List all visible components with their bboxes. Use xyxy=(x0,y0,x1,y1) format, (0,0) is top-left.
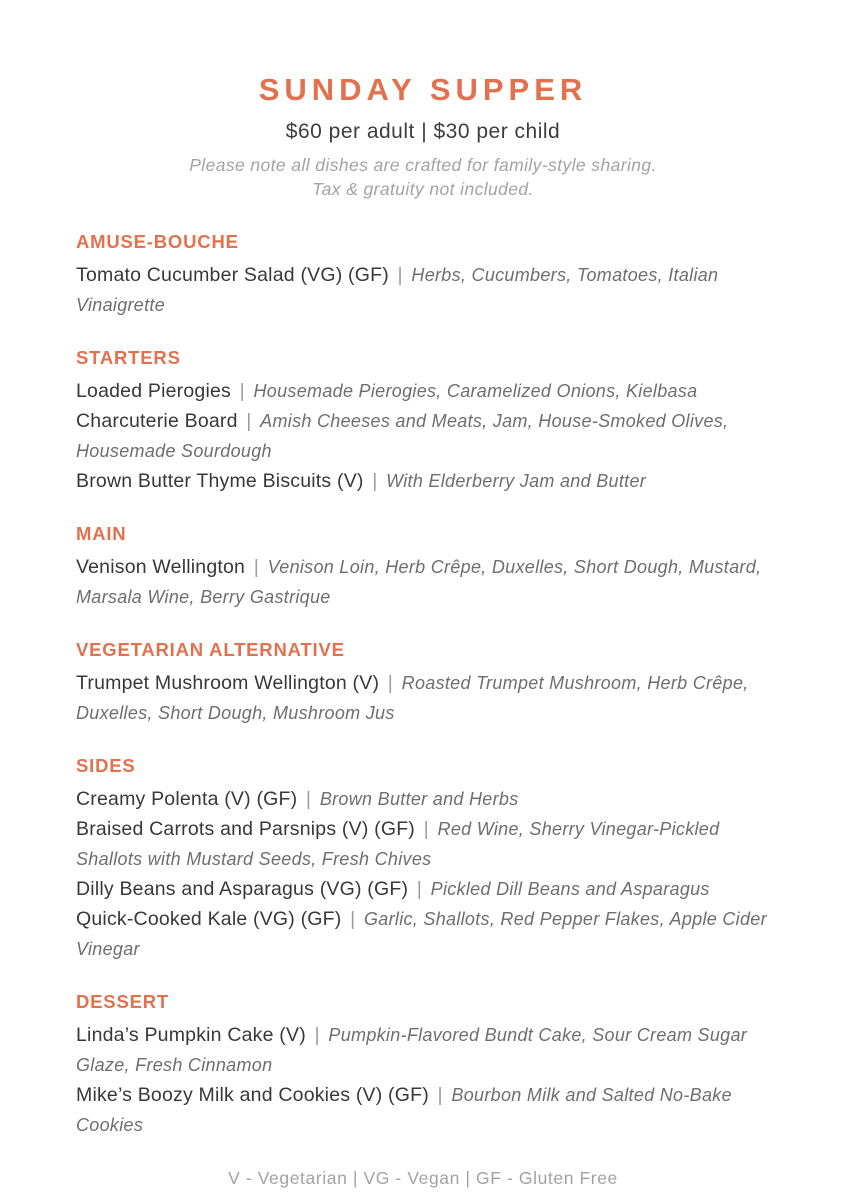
dish-separator: | xyxy=(418,818,435,840)
dish-tags: (V) (GF) xyxy=(224,788,298,810)
dish-description: Roasted Trumpet Mushroom, Herb Crêpe, Duxelles, Short Dough, Mushroom Jus xyxy=(76,673,749,723)
dish-description: Amish Cheeses and Meats, Jam, House-Smoked Olives, Housemade Sourdough xyxy=(76,411,729,461)
legend-text: V - Vegetarian | VG - Vegan | GF - Gluten Free xyxy=(228,1168,618,1188)
dish-separator: | xyxy=(240,410,258,432)
dish-separator: | xyxy=(431,1084,449,1106)
note-line-2: Tax & gratuity not included. xyxy=(312,179,534,199)
dish-name: Loaded Pierogies xyxy=(76,380,231,402)
dish-name: Dilly Beans and Asparagus xyxy=(76,878,320,900)
dish-name: Linda’s Pumpkin Cake xyxy=(76,1024,280,1046)
dish-separator: | xyxy=(248,556,265,578)
menu-item xyxy=(76,1080,770,1140)
dish-tags: (VG) (GF) xyxy=(253,908,342,930)
menu-item xyxy=(76,784,770,814)
menu-item xyxy=(76,376,770,406)
dish-name: Braised Carrots and Parsnips xyxy=(76,818,342,840)
dish-description: Pickled Dill Beans and Asparagus xyxy=(430,879,710,899)
dish-tags: (VG) (GF) xyxy=(319,878,409,900)
dish-separator: | xyxy=(344,908,361,930)
section-items xyxy=(76,260,770,320)
menu-item xyxy=(76,668,770,728)
menu-section xyxy=(76,523,770,612)
dish-name: Charcuterie Board xyxy=(76,410,238,432)
menu-header xyxy=(0,0,846,201)
dish-separator: | xyxy=(300,788,317,810)
dish-name: Quick-Cooked Kale xyxy=(76,908,254,930)
dish-description: Housemade Pierogies, Caramelized Onions, Kielbasa xyxy=(253,381,698,401)
menu-item xyxy=(76,904,770,964)
section-items xyxy=(76,376,770,496)
menu-section xyxy=(76,347,770,496)
menu-item xyxy=(76,260,770,320)
dish-description: With Elderberry Jam and Butter xyxy=(386,471,647,491)
dish-separator: | xyxy=(382,672,399,694)
menu-item xyxy=(76,406,770,466)
dish-separator: | xyxy=(233,380,251,402)
dish-description: Bourbon Milk and Salted No-Bake Cookies xyxy=(76,1085,732,1135)
dish-description: Herbs, Cucumbers, Tomatoes, Italian Vinaigrette xyxy=(76,265,719,315)
menu-item xyxy=(76,814,770,874)
dish-name: Trumpet Mushroom Wellington xyxy=(76,672,353,694)
dish-tags: (V) xyxy=(337,470,364,492)
dish-separator: | xyxy=(366,470,384,492)
section-items xyxy=(76,668,770,728)
section-items xyxy=(76,1020,770,1140)
menu-item xyxy=(76,466,770,496)
dish-tags: (V) xyxy=(279,1024,306,1046)
section-title: VEGETARIAN ALTERNATIVE xyxy=(76,639,345,660)
section-title: MAIN xyxy=(76,523,127,544)
menu-item xyxy=(76,1020,770,1080)
dish-description: Brown Butter and Herbs xyxy=(319,789,519,809)
menu-title: SUNDAY SUPPER xyxy=(258,72,588,107)
menu-section xyxy=(76,755,770,964)
dish-description: Pumpkin-Flavored Bundt Cake, Sour Cream Sugar Glaze, Fresh Cinnamon xyxy=(76,1025,748,1075)
dish-separator: | xyxy=(391,264,409,286)
dish-tags: (V) (GF) xyxy=(355,1084,429,1106)
dish-tags: (VG) (GF) xyxy=(300,264,389,286)
dish-tags: (V) (GF) xyxy=(341,818,415,840)
pricing-line: $60 per adult | $30 per child xyxy=(285,120,561,143)
note-line-1: Please note all dishes are crafted for family-style sharing. xyxy=(189,155,657,175)
dish-name: Mike’s Boozy Milk and Cookies xyxy=(76,1084,356,1106)
section-title: STARTERS xyxy=(76,347,181,368)
dish-name: Brown Butter Thyme Biscuits xyxy=(76,470,337,492)
dish-description: Venison Loin, Herb Crêpe, Duxelles, Short Dough, Mustard, Marsala Wine, Berry Gastrique xyxy=(76,557,762,607)
menu-sections xyxy=(76,231,770,1140)
dish-tags: (V) xyxy=(352,672,380,694)
legend xyxy=(0,1168,846,1189)
menu-item xyxy=(76,552,770,612)
menu-section xyxy=(76,991,770,1140)
dish-name: Creamy Polenta xyxy=(76,788,225,810)
section-title: DESSERT xyxy=(76,991,169,1012)
menu-section xyxy=(76,639,770,728)
dish-description: Red Wine, Sherry Vinegar-Pickled Shallots with Mustard Seeds, Fresh Chives xyxy=(76,819,720,869)
dish-separator: | xyxy=(411,878,428,900)
dish-name: Venison Wellington xyxy=(76,556,246,578)
section-items xyxy=(76,784,770,964)
section-title: SIDES xyxy=(76,755,136,776)
dish-name: Tomato Cucumber Salad xyxy=(76,264,301,286)
dish-separator: | xyxy=(308,1024,326,1046)
menu-section xyxy=(76,231,770,320)
section-items xyxy=(76,552,770,612)
menu-item xyxy=(76,874,770,904)
section-title: AMUSE-BOUCHE xyxy=(76,231,239,252)
dish-description: Garlic, Shallots, Red Pepper Flakes, Apple Cider Vinegar xyxy=(76,909,767,959)
